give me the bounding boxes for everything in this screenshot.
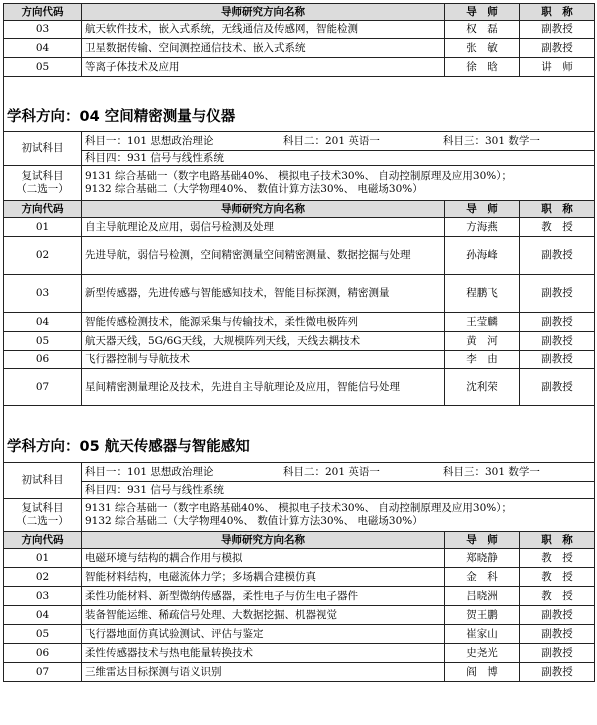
row-name: 智能传感检测技术，能源采集与传输技术，柔性微电极阵列 <box>82 313 445 332</box>
spacer-row <box>4 77 595 104</box>
row-code: 04 <box>4 606 82 625</box>
retest-row <box>4 499 595 532</box>
row-advisor: 方海燕 <box>445 218 520 237</box>
row-name: 柔性功能材料、新型微纳传感器，柔性电子与仿生电子器件 <box>82 587 445 606</box>
row-name: 飞行器控制与导航技术 <box>82 351 445 369</box>
section-title-row <box>4 104 595 132</box>
exam-row <box>4 463 595 482</box>
retest-label-line2: （二选一） <box>16 515 69 527</box>
header-code: 方向代码 <box>4 201 82 218</box>
row-advisor: 张 敏 <box>445 39 520 58</box>
header-code: 方向代码 <box>4 532 82 549</box>
exam-row <box>4 132 595 151</box>
spacer-cell <box>4 77 595 104</box>
row-code: 05 <box>4 58 82 77</box>
row-title: 副教授 <box>520 332 595 351</box>
table-row <box>4 58 595 77</box>
course-table <box>3 3 595 682</box>
subject-3: 科目三：301 数学一 <box>443 134 540 147</box>
header-name: 导师研究方向名称 <box>82 532 445 549</box>
row-name: 自主导航理论及应用，弱信号检测及处理 <box>82 218 445 237</box>
header-title: 职 称 <box>520 532 595 549</box>
row-advisor: 孙海峰 <box>445 237 520 275</box>
table-row <box>4 644 595 663</box>
row-name: 柔性传感器技术与热电能量转换技术 <box>82 644 445 663</box>
row-code: 03 <box>4 587 82 606</box>
row-title: 副教授 <box>520 21 595 39</box>
initial-subjects-line1 <box>82 132 595 151</box>
row-name: 新型传感器，先进传感与智能感知技术，智能目标探测，精密测量 <box>82 275 445 313</box>
row-title: 副教授 <box>520 369 595 406</box>
header-advisor: 导 师 <box>445 201 520 218</box>
subject-2: 科目二：201 英语一 <box>283 134 380 147</box>
table-row <box>4 549 595 568</box>
row-name: 航天器天线，5G/6G天线，大规模阵列天线，天线去耦技术 <box>82 332 445 351</box>
row-name: 电磁环境与结构的耦合作用与模拟 <box>82 549 445 568</box>
row-title: 教 授 <box>520 218 595 237</box>
row-advisor: 吕晓洲 <box>445 587 520 606</box>
header-title: 职 称 <box>520 4 595 21</box>
table-row <box>4 625 595 644</box>
row-advisor: 郑晓静 <box>445 549 520 568</box>
row-code: 01 <box>4 549 82 568</box>
table-row <box>4 313 595 332</box>
retest-subject-1: 9131 综合基础一（数字电路基础40%、 模拟电子技术30%、 自动控制原理及应用30%）； <box>85 170 512 182</box>
row-code: 07 <box>4 663 82 682</box>
row-advisor: 贺王鹏 <box>445 606 520 625</box>
retest-subjects <box>82 166 595 201</box>
row-advisor: 权 磊 <box>445 21 520 39</box>
row-code: 05 <box>4 625 82 644</box>
row-name: 装备智能运维、稀疏信号处理、大数据挖掘、机器视觉 <box>82 606 445 625</box>
row-advisor: 黄 河 <box>445 332 520 351</box>
table-row <box>4 21 595 39</box>
row-code: 03 <box>4 21 82 39</box>
spacer-cell <box>4 406 595 433</box>
row-title: 讲 师 <box>520 58 595 77</box>
subject-1: 科目一：101 思想政治理论 <box>85 465 214 478</box>
row-advisor: 崔家山 <box>445 625 520 644</box>
retest-label <box>4 166 82 201</box>
row-title: 副教授 <box>520 275 595 313</box>
table-row <box>4 332 595 351</box>
header-advisor: 导 师 <box>445 4 520 21</box>
row-advisor: 程鹏飞 <box>445 275 520 313</box>
subject-1: 科目一：101 思想政治理论 <box>85 134 214 147</box>
row-title: 副教授 <box>520 606 595 625</box>
section-title: 学科方向：04 空间精密测量与仪器 <box>4 104 595 132</box>
retest-subject-1: 9131 综合基础一（数字电路基础40%、 模拟电子技术30%、 自动控制原理及应用30%）； <box>85 502 512 514</box>
row-advisor: 阎 博 <box>445 663 520 682</box>
subject-2: 科目二：201 英语一 <box>283 465 380 478</box>
table-row <box>4 275 595 313</box>
retest-label-line1: 复试科目 <box>21 502 64 514</box>
retest-subject-2: 9132 综合基础二（大学物理40%、 数值计算方法30%、 电磁场30%） <box>85 515 423 527</box>
table-row <box>4 587 595 606</box>
table-row <box>4 663 595 682</box>
retest-subject-2: 9132 综合基础二（大学物理40%、 数值计算方法30%、 电磁场30%） <box>85 183 423 195</box>
table-row <box>4 351 595 369</box>
header-advisor: 导 师 <box>445 532 520 549</box>
row-title: 副教授 <box>520 351 595 369</box>
row-code: 07 <box>4 369 82 406</box>
row-advisor: 金 科 <box>445 568 520 587</box>
row-title: 副教授 <box>520 39 595 58</box>
row-title: 副教授 <box>520 644 595 663</box>
row-code: 03 <box>4 275 82 313</box>
row-code: 06 <box>4 351 82 369</box>
row-name: 飞行器地面仿真试验测试、评估与鉴定 <box>82 625 445 644</box>
section-title: 学科方向：05 航天传感器与智能感知 <box>4 433 595 463</box>
subject-4: 科目四：931 信号与线性系统 <box>82 151 595 166</box>
table-row <box>4 218 595 237</box>
row-code: 01 <box>4 218 82 237</box>
spacer-row <box>4 406 595 433</box>
table-row <box>4 369 595 406</box>
subject-4: 科目四：931 信号与线性系统 <box>82 482 595 499</box>
row-title: 教 授 <box>520 549 595 568</box>
retest-label-line2: （二选一） <box>16 183 69 195</box>
row-name: 星间精密测量理论及技术，先进自主导航理论及应用，智能信号处理 <box>82 369 445 406</box>
table-header <box>4 4 595 21</box>
header-name: 导师研究方向名称 <box>82 201 445 218</box>
table-header <box>4 201 595 218</box>
row-code: 04 <box>4 39 82 58</box>
row-code: 04 <box>4 313 82 332</box>
row-code: 05 <box>4 332 82 351</box>
exam-row <box>4 482 595 499</box>
table-row <box>4 237 595 275</box>
row-advisor: 沈利荣 <box>445 369 520 406</box>
row-advisor: 史尧光 <box>445 644 520 663</box>
subject-3: 科目三：301 数学一 <box>443 465 540 478</box>
row-name: 三维雷达目标探测与语义识别 <box>82 663 445 682</box>
row-code: 06 <box>4 644 82 663</box>
row-name: 卫星数据传输、空间测控通信技术、嵌入式系统 <box>82 39 445 58</box>
header-code: 方向代码 <box>4 4 82 21</box>
row-advisor: 李 由 <box>445 351 520 369</box>
row-title: 教 授 <box>520 568 595 587</box>
row-title: 副教授 <box>520 625 595 644</box>
section-title-row <box>4 433 595 463</box>
row-title: 副教授 <box>520 663 595 682</box>
table-row <box>4 568 595 587</box>
table-row <box>4 39 595 58</box>
row-name: 等离子体技术及应用 <box>82 58 445 77</box>
row-title: 副教授 <box>520 237 595 275</box>
row-title: 教 授 <box>520 587 595 606</box>
retest-row <box>4 166 595 201</box>
row-code: 02 <box>4 568 82 587</box>
header-name: 导师研究方向名称 <box>82 4 445 21</box>
row-advisor: 徐 晗 <box>445 58 520 77</box>
row-name: 航天软件技术，嵌入式系统，无线通信及传感网，智能检测 <box>82 21 445 39</box>
row-code: 02 <box>4 237 82 275</box>
table-row <box>4 606 595 625</box>
retest-label <box>4 499 82 532</box>
retest-label-line1: 复试科目 <box>21 170 64 182</box>
initial-subjects-label: 初试科目 <box>4 463 82 499</box>
initial-subjects-line1 <box>82 463 595 482</box>
initial-subjects-label: 初试科目 <box>4 132 82 166</box>
row-advisor: 王莹麟 <box>445 313 520 332</box>
table-header <box>4 532 595 549</box>
exam-row <box>4 151 595 166</box>
row-title: 副教授 <box>520 313 595 332</box>
row-name: 智能材料结构，电磁流体力学；多场耦合建模仿真 <box>82 568 445 587</box>
retest-subjects <box>82 499 595 532</box>
header-title: 职 称 <box>520 201 595 218</box>
row-name: 先进导航，弱信号检测，空间精密测量空间精密测量、数据挖掘与处理 <box>82 237 445 275</box>
